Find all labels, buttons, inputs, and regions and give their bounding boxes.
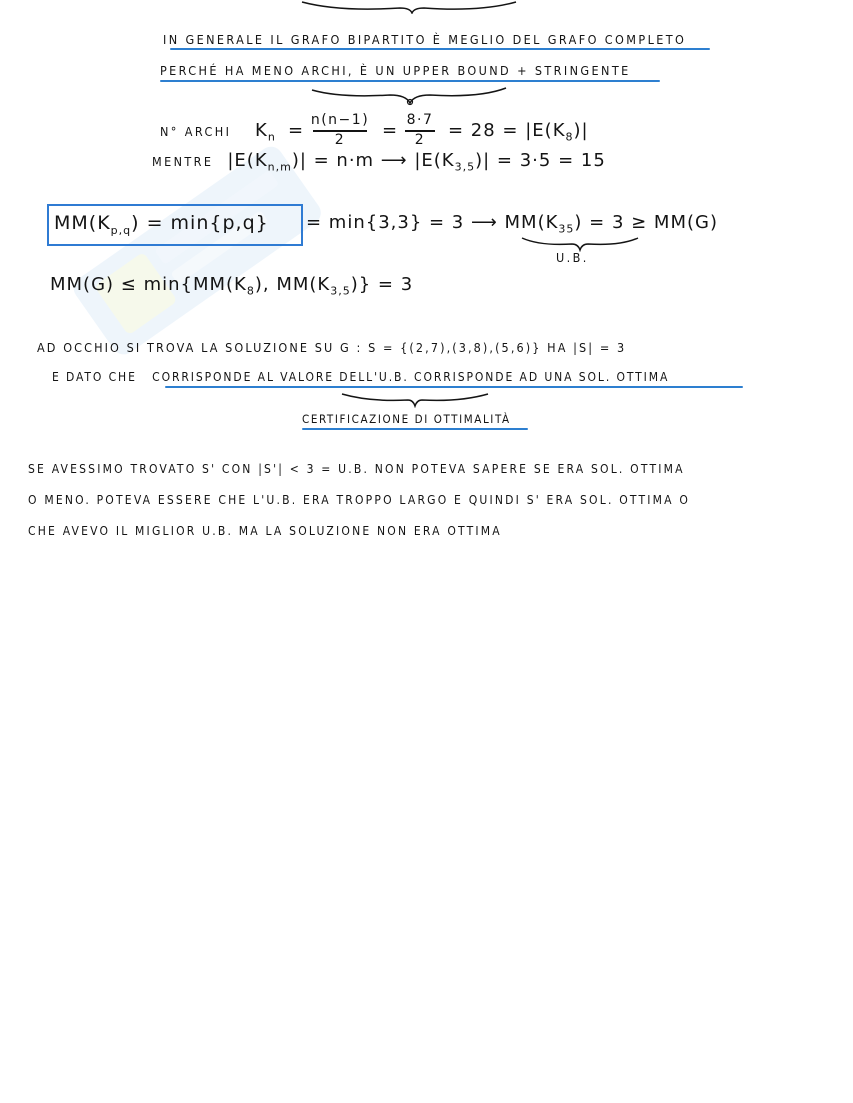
notes-page: IN GENERALE IL GRAFO BIPARTITO È MEGLIO DEL GRAFO COMPLETO PERCHÉ HA MENO ARCHI, È UN UPPER BOUND + STRINGENTE N° ARCHI $K_n$ = n(n−1) 2 = 8·7 2 = $28 = |E(K_8)|$ MENTRE $|E(K_{n,m})| = n\cdot m$ ⟶ $|E(K_{3,5})| = 3\cdot 5 = 15$ $MM(K_{p,q}) = \min\{p,q\}$ = min{3,3} = 3 ⟶ $MM(K_{35}) = 3 \ge MM(G)$ U.B. $MM(G) \le \min\{MM(K_8)$, $MM(K_{3,5})\} = 3$ AD OCCHIO SI TROVA LA SOLUZIONE SU G : S = {(2,7),(3,8),(5,6)} HA |S| = 3 E DATO CHE CORRISPONDE AL VALORE DELL'U.B. CORRISPONDE AD UNA SOL. OTTIMA CERTIFICAZIONE DI OTTIMALITÀ SE AVESSIMO TROVATO S' CON |S'| < 3 = U.B. NON POTEVA SAPERE SE ERA SOL. OTTIMA O MENO. POTEVA ESSERE CHE L'U.B. ERA TROPPO LARGO E QUINDI S' ERA SOL. OTTIMA O CHE AVEVO IL MIGLIOR U.B. MA LA SOLUZIONE NON ERA OTTIMA — [0, 0, 853, 1103]
brace-under-line2 — [310, 86, 510, 106]
line-max-matching-complete: $MM(K_{p,q}) = \min\{p,q\}$ — [54, 212, 269, 237]
highlight-underline — [165, 386, 743, 388]
line-bipartite-arcs: MENTRE $|E(K_{n,m})| = n\cdot m$ ⟶ $|E(K_{3,5})| = 3\cdot 5 = 15$ — [152, 150, 606, 174]
line-best-ub-not-optimal: CHE AVEVO IL MIGLIOR U.B. MA LA SOLUZIONE NON ERA OTTIMA — [28, 524, 502, 538]
highlight-underline — [170, 48, 710, 50]
line-optimality-certificate: CERTIFICAZIONE DI OTTIMALITÀ — [302, 412, 511, 426]
line-corresponds-ub: E DATO CHE CORRISPONDE AL VALORE DELL'U.B. CORRISPONDE AD UNA SOL. OTTIMA — [52, 370, 670, 384]
line-fewer-edges: PERCHÉ HA MENO ARCHI, È UN UPPER BOUND + STRINGENTE — [160, 63, 631, 78]
line-solution-by-eye: AD OCCHIO SI TROVA LA SOLUZIONE SU G : S = {(2,7),(3,8),(5,6)} HA |S| = 3 — [37, 340, 627, 355]
line-ub-too-large: O MENO. POTEVA ESSERE CHE L'U.B. ERA TROPPO LARGO E QUINDI S' ERA SOL. OTTIMA O — [28, 493, 691, 507]
line-max-matching-bound: $MM(G) \le \min\{MM(K_8)$, $MM(K_{3,5})\} = 3$ — [50, 274, 414, 298]
highlight-underline — [160, 80, 660, 82]
line-bipartite-better: IN GENERALE IL GRAFO BIPARTITO È MEGLIO DEL GRAFO COMPLETO — [163, 32, 687, 47]
top-brace — [300, 0, 520, 14]
certification-brace — [340, 392, 490, 408]
highlight-underline — [302, 428, 528, 430]
ub-label: U.B. — [556, 250, 589, 265]
line-max-matching-value: = min{3,3} = 3 ⟶ $MM(K_{35}) = 3 \ge MM(G)$ — [306, 212, 718, 236]
line-if-found-smaller: SE AVESSIMO TROVATO S' CON |S'| < 3 = U.B. NON POTEVA SAPERE SE ERA SOL. OTTIMA — [28, 462, 685, 476]
